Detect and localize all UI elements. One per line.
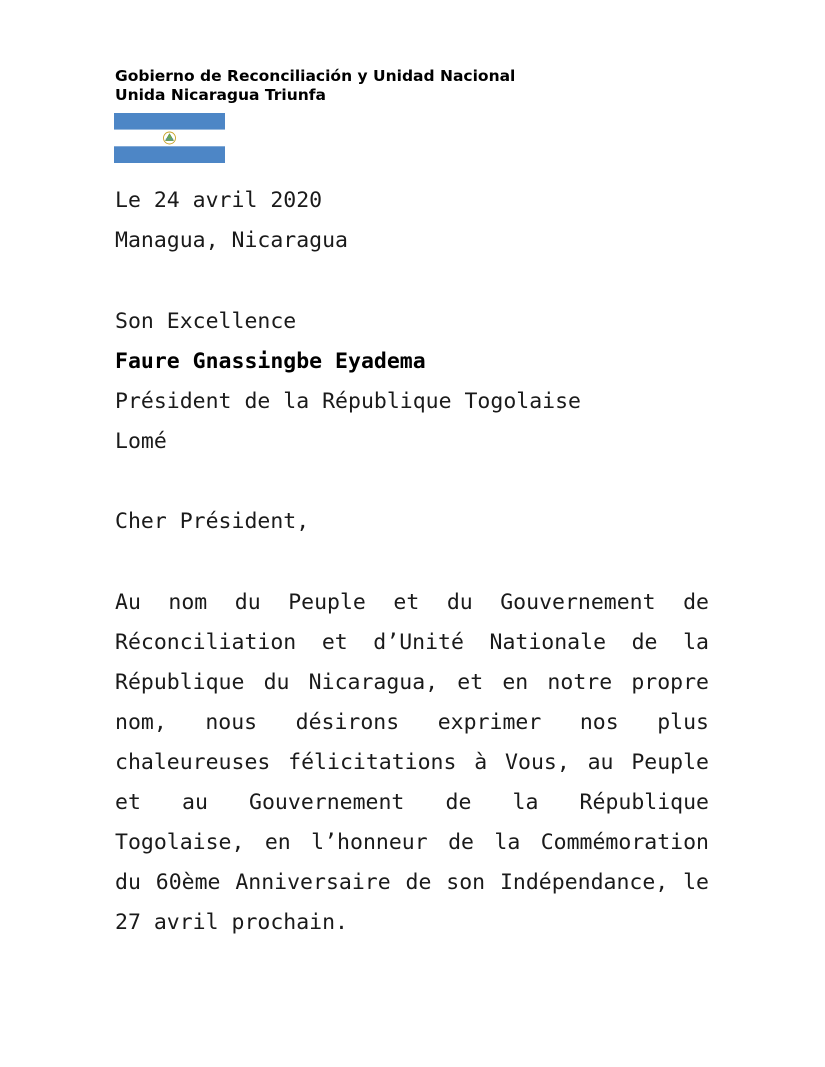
recipient-name: Faure Gnassingbe Eyadema <box>115 349 426 374</box>
letter-body-paragraph: Au nom du Peuple et du Gouvernement de Réconciliation et d’Unité Nationale de la République du Nicaragua, et en notre propre nom, nous désirons exprimer nos plus chaleureuses félicitations à Vous, au Peuple et au Gouvernement de la République Togolaise, en l’honneur de la Commémoration du 60ème Anniversaire de son Indépendance, le 27 avril prochain. <box>115 590 709 935</box>
nicaragua-flag-icon <box>114 113 225 163</box>
letter-date: Le 24 avril 2020 <box>115 188 323 213</box>
recipient-city: Lomé <box>115 429 167 454</box>
flag-bottom-stripe <box>114 146 225 163</box>
recipient-honorific: Son Excellence <box>115 309 297 334</box>
recipient-title: Président de la République Togolaise <box>115 389 581 414</box>
letter-place: Managua, Nicaragua <box>115 228 348 253</box>
letterhead <box>115 67 515 105</box>
flag-top-stripe <box>114 113 225 130</box>
letterhead-government: Gobierno de Reconciliación y Unidad Nacional <box>115 67 516 85</box>
letterhead-slogan: Unida Nicaragua Triunfa <box>115 86 327 104</box>
salutation: Cher Président, <box>115 509 310 534</box>
